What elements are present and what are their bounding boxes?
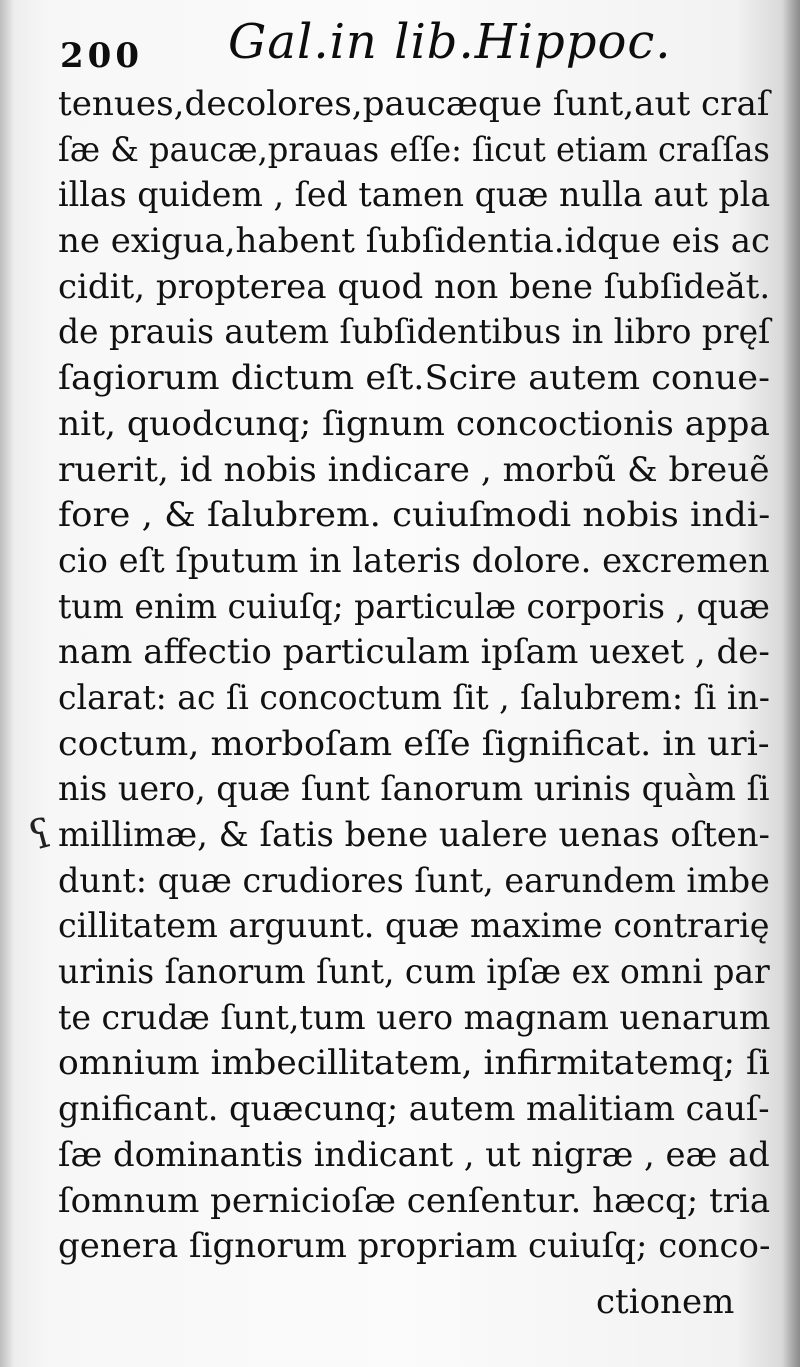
text-line: nam affectio particulam ipſam uexet , de- — [58, 632, 770, 673]
text-line: de prauis autem ſubſidentibus in libro pręſ — [58, 312, 771, 353]
text-line: cio eſt ſputum in lateris dolore. excremen — [58, 540, 770, 581]
page-header — [60, 14, 780, 78]
text-line: omnium imbecillitatem, infirmitatemq; ſi — [58, 1043, 770, 1084]
text-line: cillitatem arguunt. quæ maxime contrarię — [58, 906, 770, 947]
text-line: nit, quodcunq; ſignum concoctionis appa — [58, 403, 770, 444]
page-edge-shadow — [782, 0, 800, 1367]
text-line: illas quidem , ſed tamen quæ nulla aut pla — [58, 175, 771, 216]
text-line: ne exigua,habent ſubſidentia.idque eis ac — [58, 221, 771, 262]
text-line: ſagiorum dictum eſt.Scire autem conue- — [58, 358, 770, 399]
text-line: ſomnum pernicioſæ cenſentur. hæcq; tria — [58, 1180, 771, 1221]
catchword: ctionem — [596, 1282, 735, 1322]
text-line: ruerit, id nobis indicare , morbũ & breuẽ — [58, 449, 770, 490]
text-line: clarat: ac ſi concoctum ſit , ſalubrem: ſi in- — [58, 677, 770, 718]
text-line: coctum, morboſam eſſe ſignificat. in uri- — [58, 723, 770, 764]
text-line: ſæ dominantis indicant , ut nigræ , eæ ad — [58, 1134, 770, 1175]
text-line: te crudæ ſunt,tum uero magnam uenarum — [58, 997, 771, 1038]
text-line: dunt: quæ crudiores ſunt, earundem imbe — [58, 860, 770, 901]
text-line: genera ſignorum propriam cuiuſq; conco- — [58, 1226, 771, 1267]
text-line: nis uero, quæ ſunt ſanorum urinis quàm ſi — [58, 769, 770, 810]
text-line: tenues,decolores,paucæque ſunt,aut craſ — [58, 84, 770, 124]
page-gutter-shadow — [0, 0, 14, 1367]
text-line: urinis ſanorum ſunt, cum ipſæ ex omni par — [58, 952, 770, 993]
margin-mark: ʕ — [24, 810, 58, 860]
text-line: ſæ & paucæ,prauas eſſe: ſicut etiam craſſas — [58, 129, 770, 170]
text-line: millimæ, & ſatis bene ualere uenas oſten- — [58, 815, 770, 855]
text-line: gnificant. quæcunq; autem malitiam cauſ- — [58, 1089, 770, 1130]
text-line: fore , & ſalubrem. cuiuſmodi nobis indi- — [58, 495, 771, 536]
page-number: 200 — [60, 36, 143, 76]
text-line: cidit, propterea quod non bene ſubſideăt. — [58, 266, 771, 307]
body-text — [58, 82, 770, 1270]
text-line: tum enim cuiuſq; particulæ corporis , quæ — [58, 586, 770, 627]
running-title: Gal.in lib.Hippoc. — [228, 14, 672, 70]
